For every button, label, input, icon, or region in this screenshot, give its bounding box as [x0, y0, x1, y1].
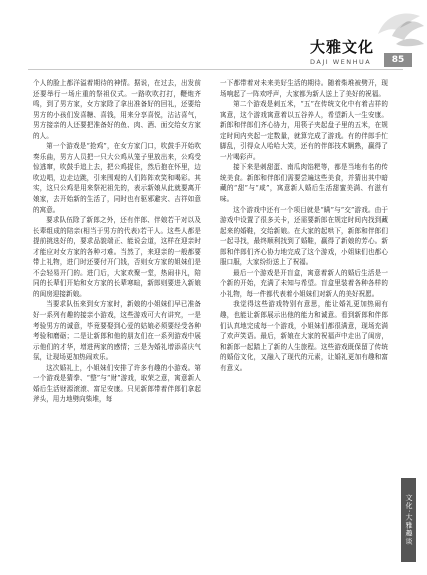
header-rule — [28, 69, 403, 70]
paragraph: 当要求队伍来到女方家时，新娘的小姐妹们早已准备好一系列有趣的接亲小游戏，这些游戏可大有讲究，一是考验男方的诚意，毕竟要娶到心爱的姑娘必须要经受各种考验和磨砺；二是让新郎和他的朋友们在一系列游戏中展示他们的才华，增进两家的感情；三是为婚礼增添喜庆气氛，让现场更加热闹欢乐。 — [33, 300, 201, 362]
paragraph: 接下来是刺甜蛋、南瓜肉馅粑等，都是当地有名的传统美食。新郎和伴郎们需要尝遍这些美食，并猜出其中暗藏的“甜”与“咸”，寓意新人婚后生活甜蜜美满、有滋有味。 — [220, 163, 388, 204]
section-tab: 文化·大雅趣谈 — [401, 478, 416, 562]
logo-title: 大雅文化 — [309, 38, 374, 56]
paragraph: 这个游戏中还有一个项目就是“瞒”与“交”游戏。由于游戏中设置了很多关卡，还需要新郎在规定时间内找到藏起来的婚鞋，交给新娘。在大家的起哄下，新郎和伴郎们一起寻找，最终顺利找到了婚鞋，赢得了新娘的芳心。新郎和伴郎们齐心协力地完成了这个游戏，小姐妹们也都心服口服，大家纷纷送上了祝福。 — [220, 205, 388, 267]
paragraph: 最后一个游戏是开盲盒，寓意着新人的婚后生活是一个新的开始，充满了未知与希望。盲盒里装着各种各样的小礼物，每一件都代表着小姐妹们对新人的美好祝愿。 — [220, 268, 388, 298]
paragraph: 第一个游戏是“抢鸡”，在女方家门口，吹鼓手开始吹奏乐曲，男方人员把一只大公鸡从笼子里放出来，公鸡受惊逃窜，吹鼓手追上去，把公鸡捉住，然后抱在怀里，边吹边唱，边走边跳，引来围观的人们阵阵欢笑和喝彩。其实，这只公鸡是用来祭祀祖先的，表示新娘从此就要离开娘家，去开始新的生活了，同时也有驱邪避灾、吉祥如意的寓意。 — [33, 142, 201, 214]
paragraph: 这次婚礼上，小姐妹们安排了许多有趣的小游戏。第一个游戏是猜拳、“整”与“财”游戏，取荣之意，寓意新人婚后生活财源滚滚、富足安康。只见新郎带着伴郎们拿起斧头，用力地劈向柴堆，每 — [33, 363, 201, 404]
paragraph: 要求队伍除了新郎之外，还有伴郎、伴娘若干对以及长辈组成的陪亲(相当于男方的代表)若干人。这些人都是提前挑选好的，要求品貌端正、能说会道，这样在迎亲时才能应对女方家的各种刁难。当然了，来迎亲的一般都要带上礼物，进门时还要付开门钱，否则女方家的姐妹们是不会轻易开门的。进门后，大家欢聚一堂，热闹非凡，陪同的长辈们开始和女方家的长辈寒暄，新郎则要进入新娘的闺房迎接新娘。 — [33, 216, 201, 298]
page-number: 85 — [384, 53, 412, 67]
paragraph: 我觉得这些游戏特别有意思，能让婚礼更加热闹有趣，也能让新郎展示出他的能力和诚意。看到新郎和伴郎们认真地完成每一个游戏，小姐妹们都很满意，现场充满了欢声笑语。最后，新娘在大家的祝福声中走出了闺房，和新郎一起踏上了新的人生旅程。这些游戏既保留了传统的婚俗文化，又融入了现代的元素，让婚礼更加有趣和富有意义。 — [220, 300, 388, 372]
paragraph: 第二个游戏是刺五米，“五”在传统文化中有着吉祥的寓意，这个游戏寓意着以五谷养人，希望新人一生安康。新郎和伴郎们齐心协力，用筷子夹起盘子里的五米，在规定时间内夹起一定数量，就算完成了游戏。有的伴郎手忙脚乱，引得众人哈哈大笑，还有的伴郎技术娴熟，赢得了一片喝彩声。 — [220, 100, 388, 161]
paragraph: 一下都带着对未来美好生活的期待。随着柴堆被劈开，现场响起了一阵欢呼声，大家都为新人送上了美好的祝福。 — [220, 79, 388, 98]
article-column-right — [220, 78, 388, 373]
logo-subtitle: DAJI WENHUA — [310, 58, 372, 66]
paragraph: 个人的脸上都洋溢着期待的神情。据说，在过去，出发前还要举行一场庄重的祭祖仪式。一路吹吹打打，鞭炮齐鸣，到了男方家，女方家除了拿出准备好的回礼，还要给男方的小孩们发喜糖、喜钱，用来分享喜悦，沾沾喜气，男方接亲的人还要把准备好的鱼、肉、酒、面交给女方家的人。 — [33, 79, 201, 140]
article-column-left — [33, 78, 201, 405]
page-header — [0, 0, 427, 70]
